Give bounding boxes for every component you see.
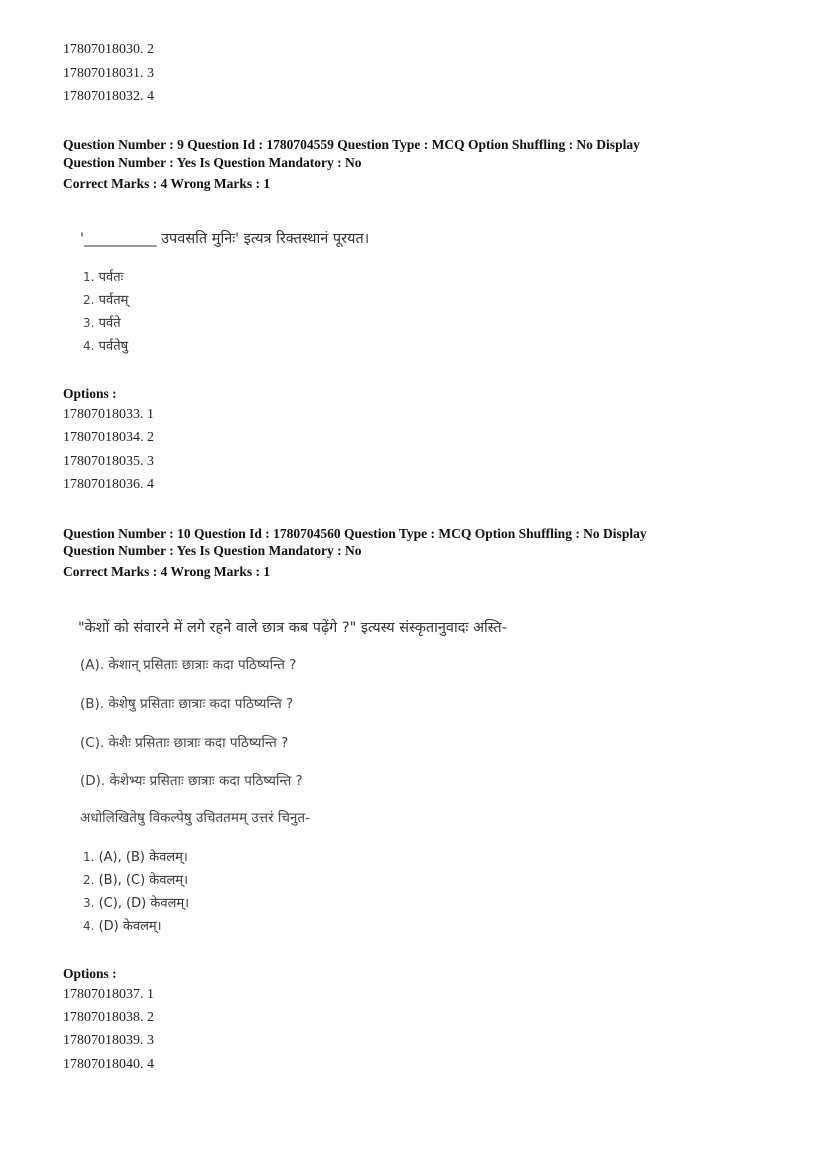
- option-id: 17807018040.: [63, 1057, 144, 1072]
- option-id: 17807018035.: [63, 454, 144, 469]
- q9-choice: [83, 313, 121, 331]
- q9-choice: [83, 267, 123, 285]
- q10-options-label: Options :: [63, 966, 117, 981]
- option-value: 4: [147, 89, 154, 104]
- choice-text: (D) केवलम्।: [98, 919, 162, 934]
- option-line: [63, 987, 154, 1003]
- option-line: [63, 430, 154, 446]
- option-value: 4: [147, 1057, 154, 1072]
- choice-number: 2.: [83, 873, 95, 887]
- choice-text: पर्वतम्: [98, 293, 129, 308]
- q10-instruction: अधोलिखितेषु विकल्पेषु उचिततमम् उत्तरं चिनुत-: [80, 810, 310, 826]
- q9-choice: [83, 336, 128, 354]
- choice-text: (A), (B) केवलम्।: [98, 850, 188, 865]
- option-id: 17807018032.: [63, 89, 144, 104]
- option-value: 2: [147, 42, 154, 57]
- option-line: [63, 1010, 154, 1026]
- option-line: [63, 42, 154, 58]
- q10-header-2: Question Number : Yes Is Question Mandatory : No: [63, 543, 362, 558]
- q9-question-text: '__________ उपवसति मुनिः' इत्यत्र रिक्तस्थानं पूरयत।: [80, 231, 370, 247]
- option-line: [63, 477, 154, 493]
- option-value: 3: [147, 66, 154, 81]
- choice-text: पर्वते: [98, 316, 121, 331]
- option-id: 17807018037.: [63, 987, 144, 1002]
- q10-choice: [83, 893, 189, 911]
- choice-text: पर्वतः: [98, 270, 124, 285]
- option-value: 1: [147, 407, 154, 422]
- option-id: 17807018030.: [63, 42, 144, 57]
- option-value: 3: [147, 1033, 154, 1048]
- choice-number: 1.: [83, 270, 95, 284]
- q10-choice: [83, 870, 188, 888]
- option-value: 3: [147, 454, 154, 469]
- option-id: 17807018039.: [63, 1033, 144, 1048]
- option-value: 2: [147, 430, 154, 445]
- option-id: 17807018038.: [63, 1010, 144, 1025]
- option-id: 17807018033.: [63, 407, 144, 422]
- choice-text: (C), (D) केवलम्।: [98, 896, 190, 911]
- choice-text: (B), (C) केवलम्।: [98, 873, 189, 888]
- option-line: [63, 407, 154, 423]
- q9-options-label: Options :: [63, 386, 117, 401]
- q9-header: Question Number : 9 Question Id : 1780704559 Question Type : MCQ Option Shuffling : No Display: [63, 137, 640, 152]
- option-value: 4: [147, 477, 154, 492]
- choice-number: 1.: [83, 850, 95, 864]
- option-value: 1: [147, 987, 154, 1002]
- q10-statement: (A). केशान् प्रसिताः छात्राः कदा पठिष्यन्ति ?: [80, 657, 297, 673]
- q10-header: Question Number : 10 Question Id : 1780704560 Question Type : MCQ Option Shuffling : No Display: [63, 526, 647, 541]
- q10-statement: (B). केशेषु प्रसिताः छात्राः कदा पठिष्यन्ति ?: [80, 696, 294, 712]
- option-id: 17807018036.: [63, 477, 144, 492]
- choice-number: 3.: [83, 896, 95, 910]
- q10-choice: [83, 916, 162, 934]
- q10-choice: [83, 847, 188, 865]
- option-line: [63, 1057, 154, 1073]
- option-id: 17807018034.: [63, 430, 144, 445]
- choice-number: 4.: [83, 919, 95, 933]
- q10-question-text: "केशों को संवारने में लगे रहने वाले छात्र कब पढ़ेंगे ?" इत्यस्य संस्कृतानुवादः अस्ति-: [78, 620, 507, 636]
- q10-marks: Correct Marks : 4 Wrong Marks : 1: [63, 564, 271, 579]
- choice-number: 3.: [83, 316, 95, 330]
- option-line: [63, 66, 154, 82]
- q9-marks: Correct Marks : 4 Wrong Marks : 1: [63, 176, 271, 191]
- q9-choice: [83, 290, 128, 308]
- option-line: [63, 89, 154, 105]
- q9-header-2: Question Number : Yes Is Question Mandatory : No: [63, 155, 362, 170]
- choice-number: 2.: [83, 293, 95, 307]
- q10-statement: (C). केशैः प्रसिताः छात्राः कदा पठिष्यन्ति ?: [80, 735, 289, 751]
- option-value: 2: [147, 1010, 154, 1025]
- q10-statement: (D). केशेभ्यः प्रसिताः छात्राः कदा पठिष्यन्ति ?: [80, 773, 303, 789]
- option-line: [63, 1033, 154, 1049]
- choice-text: पर्वतेषु: [98, 339, 129, 354]
- option-id: 17807018031.: [63, 66, 144, 81]
- choice-number: 4.: [83, 339, 95, 353]
- option-line: [63, 454, 154, 470]
